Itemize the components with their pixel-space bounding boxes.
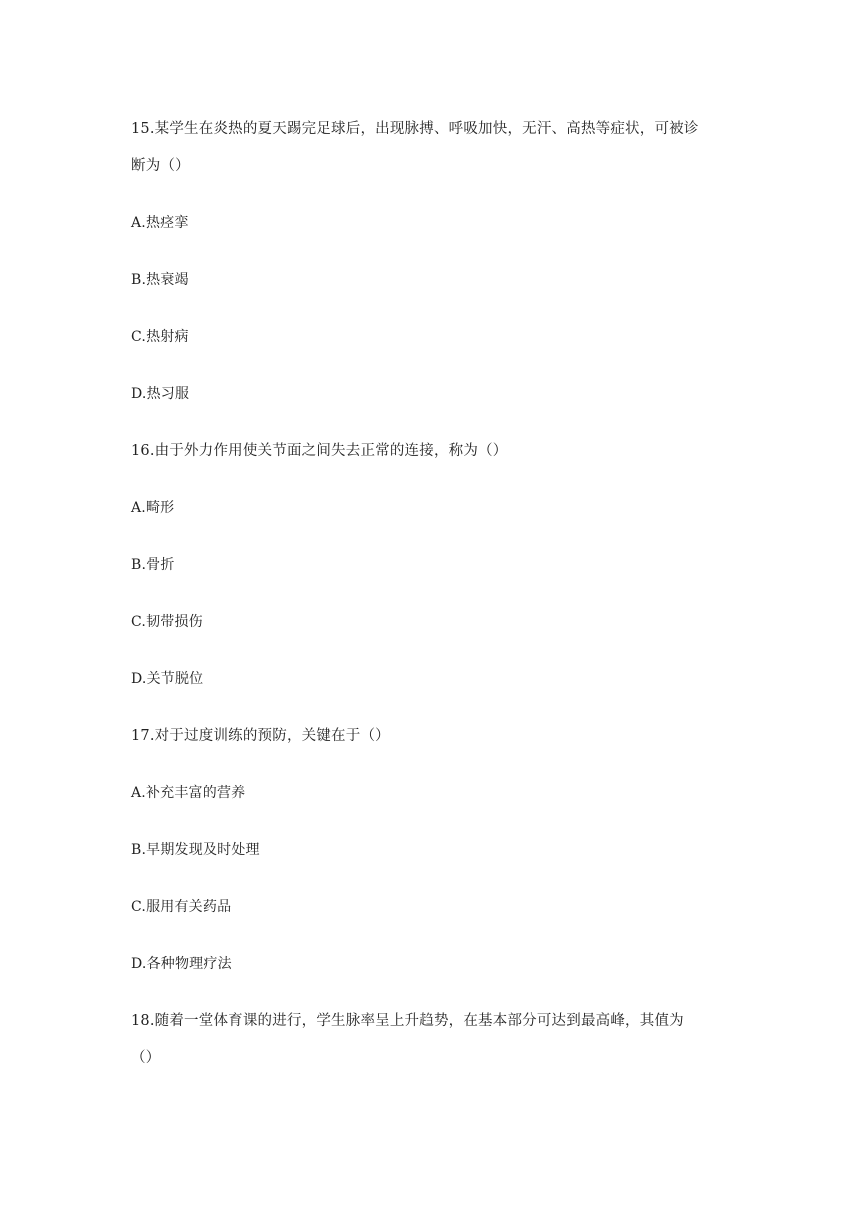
- question-16-option-d: D.关节脱位: [131, 671, 204, 687]
- question-18-stem-line-2: （）: [131, 1050, 161, 1066]
- question-17-option-b: B.早期发现及时处理: [131, 842, 260, 858]
- question-15-stem-line-2: 断为（）: [131, 158, 190, 174]
- question-15-option-d: D.热习服: [131, 386, 190, 402]
- question-15-stem-line-1: 15.某学生在炎热的夏天踢完足球后，出现脉搏、呼吸加快，无汗、高热等症状，可被诊: [131, 121, 699, 137]
- question-15-option-c: C.热射病: [131, 329, 189, 345]
- question-16-option-b: B.骨折: [131, 557, 175, 573]
- question-17-option-d: D.各种物理疗法: [131, 956, 232, 972]
- question-17-option-c: C.服用有关药品: [131, 899, 232, 915]
- question-16-option-c: C.韧带损伤: [131, 614, 203, 630]
- question-17-option-a: A.补充丰富的营养: [131, 785, 246, 801]
- question-17-stem: 17.对于过度训练的预防，关键在于（）: [131, 728, 390, 744]
- question-list: [131, 119, 741, 1068]
- question-16-option-a: A.畸形: [131, 500, 175, 516]
- question-15-option-a: A.热痉挛: [131, 215, 189, 231]
- question-15-option-b: B.热衰竭: [131, 272, 189, 288]
- question-18-stem-line-1: 18.随着一堂体育课的进行，学生脉率呈上升趋势，在基本部分可达到最高峰，其值为: [131, 1013, 684, 1029]
- question-16-stem: 16.由于外力作用使关节面之间失去正常的连接，称为（）: [131, 443, 508, 459]
